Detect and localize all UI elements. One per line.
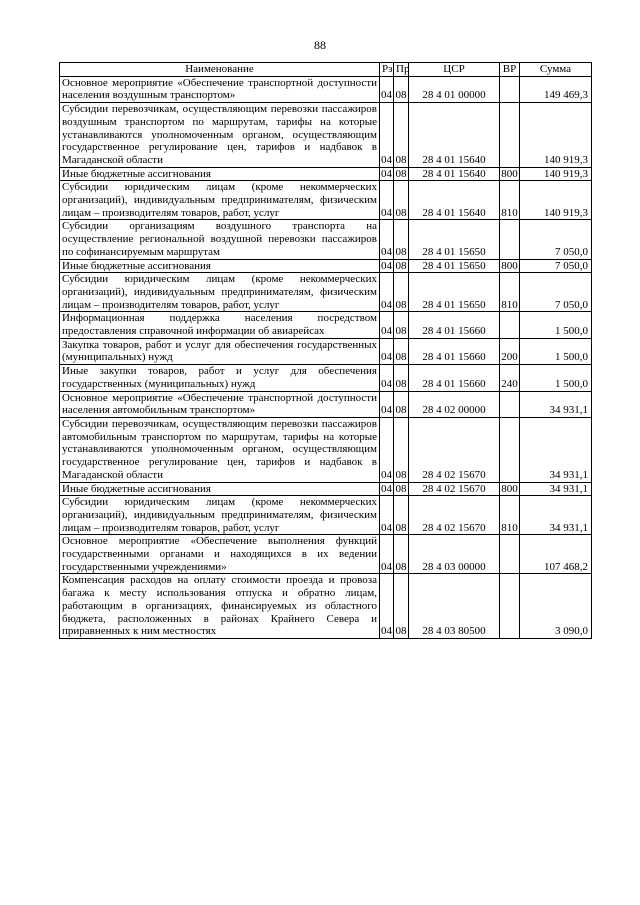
column-header-vr: ВР <box>500 63 520 77</box>
row-vr: 810 <box>500 496 520 535</box>
table-row <box>60 417 592 482</box>
table-row <box>60 535 592 574</box>
row-sum: 140 919,3 <box>520 103 592 168</box>
row-name: Компенсация расходов на оплату стоимости проезда и провоза багажа к месту использования отпуска и обратно лицам, работающим в организациях, финансируемых из областного бюджета, расположенных в районах Крайнего Севера и приравненных к ним местностях <box>60 574 380 639</box>
row-name: Субсидии организациям воздушного транспорта на осуществление региональной воздушной перевозки пассажиров по софинансируемым маршрутам <box>60 220 380 259</box>
column-header-pr: Пр <box>394 63 409 77</box>
row-pr: 08 <box>394 365 409 391</box>
table-row <box>60 103 592 168</box>
row-vr <box>500 535 520 574</box>
row-sum: 7 050,0 <box>520 220 592 259</box>
row-csr: 28 4 03 00000 <box>409 535 500 574</box>
table-row <box>60 312 592 338</box>
row-sum: 34 931,1 <box>520 417 592 482</box>
row-rz: 04 <box>380 338 394 364</box>
row-csr: 28 4 03 80500 <box>409 574 500 639</box>
row-pr: 08 <box>395 167 407 180</box>
table-row <box>60 496 592 535</box>
row-csr: 28 4 01 00000 <box>409 76 500 102</box>
row-rz: 04 <box>380 365 394 391</box>
row-sum: 34 931,1 <box>520 391 592 417</box>
row-csr: 28 4 01 15650 <box>409 273 500 312</box>
row-pr: 08 <box>394 273 409 312</box>
row-vr: 800 <box>501 167 518 180</box>
row-csr: 28 4 01 15650 <box>409 220 500 259</box>
row-pr: 08 <box>395 259 407 272</box>
row-csr: 28 4 01 15640 <box>409 181 500 220</box>
row-name: Иные бюджетные ассигнования <box>60 167 380 181</box>
row-name: Иные бюджетные ассигнования <box>60 482 380 496</box>
row-name: Субсидии юридическим лицам (кроме некоммерческих организаций), индивидуальным предпринимателям, физическим лицам – производителям товаров, работ, услуг <box>60 273 380 312</box>
row-rz: 04 <box>380 181 394 220</box>
row-name: Субсидии юридическим лицам (кроме некоммерческих организаций), индивидуальным предпринимателям, физическим лицам – производителям товаров, работ, услуг <box>60 181 380 220</box>
row-pr: 08 <box>394 535 409 574</box>
row-name: Основное мероприятие «Обеспечение транспортной доступности населения воздушным транспортом» <box>60 76 380 102</box>
row-pr: 08 <box>394 496 409 535</box>
table-row <box>60 220 592 259</box>
row-pr: 08 <box>394 417 409 482</box>
table-header-row <box>60 63 592 77</box>
table-row <box>60 76 592 102</box>
row-name: Субсидии перевозчикам, осуществляющим перевозки пассажиров автомобильным транспортом по маршрутам, тарифы на которые устанавливаются уполномоченным органом, осуществляющим государственное регулирование цен, тарифов и надбавок в Магаданской области <box>60 417 380 482</box>
budget-table <box>59 62 592 639</box>
table-row <box>60 365 592 391</box>
row-vr <box>500 417 520 482</box>
row-vr: 810 <box>500 273 520 312</box>
table-row <box>60 167 592 181</box>
row-rz: 04 <box>381 259 392 272</box>
table-row <box>60 482 592 496</box>
row-vr <box>500 312 520 338</box>
row-name: Иные закупки товаров, работ и услуг для обеспечения государственных (муниципальных) нужд <box>60 365 380 391</box>
column-header-name: Наименование <box>60 63 380 77</box>
row-csr: 28 4 02 15670 <box>409 482 500 496</box>
row-name: Закупка товаров, работ и услуг для обеспечения государственных (муниципальных) нужд <box>60 338 380 364</box>
row-vr: 800 <box>501 482 518 495</box>
row-csr: 28 4 02 15670 <box>409 417 500 482</box>
row-csr: 28 4 01 15650 <box>409 259 500 273</box>
row-rz: 04 <box>380 220 394 259</box>
column-header-csr: ЦСР <box>409 63 500 77</box>
row-pr: 08 <box>394 391 409 417</box>
row-rz: 04 <box>380 535 394 574</box>
row-vr: 240 <box>500 365 520 391</box>
row-vr: 800 <box>501 259 518 272</box>
row-rz: 04 <box>381 482 392 495</box>
row-sum: 107 468,2 <box>520 535 592 574</box>
row-rz: 04 <box>380 391 394 417</box>
row-sum: 1 500,0 <box>520 365 592 391</box>
column-header-rz: Рз <box>380 63 394 77</box>
row-pr: 08 <box>394 181 409 220</box>
row-name: Иные бюджетные ассигнования <box>60 259 380 273</box>
row-sum: 140 919,3 <box>520 167 592 181</box>
row-pr: 08 <box>395 482 407 495</box>
row-csr: 28 4 02 00000 <box>409 391 500 417</box>
row-name: Субсидии перевозчикам, осуществляющим перевозки пассажиров воздушным транспортом по маршрутам, тарифы на которые устанавливаются уполномоченным органом, осуществляющим государственное регулирование цен, тарифов и надбавок в Магаданской области <box>60 103 380 168</box>
row-sum: 149 469,3 <box>520 76 592 102</box>
row-pr: 08 <box>394 220 409 259</box>
row-csr: 28 4 02 15670 <box>409 496 500 535</box>
row-sum: 34 931,1 <box>520 482 592 496</box>
row-sum: 34 931,1 <box>520 496 592 535</box>
row-rz: 04 <box>380 417 394 482</box>
row-name: Информационная поддержка населения посредством предоставления справочной информации об авиарейсах <box>60 312 380 338</box>
row-name: Основное мероприятие «Обеспечение выполнения функций государственными органами и находящихся в их ведении государственными учреждениями» <box>60 535 380 574</box>
row-sum: 3 090,0 <box>520 574 592 639</box>
table-row <box>60 259 592 273</box>
row-pr: 08 <box>394 103 409 168</box>
row-csr: 28 4 01 15660 <box>409 365 500 391</box>
row-vr <box>500 391 520 417</box>
row-rz: 04 <box>380 273 394 312</box>
row-vr <box>500 76 520 102</box>
page-number: 88 <box>314 38 326 52</box>
row-csr: 28 4 01 15660 <box>409 312 500 338</box>
row-name: Субсидии юридическим лицам (кроме некоммерческих организаций), индивидуальным предпринимателям, физическим лицам – производителям товаров, работ, услуг <box>60 496 380 535</box>
row-rz: 04 <box>380 496 394 535</box>
row-vr <box>500 220 520 259</box>
row-vr <box>500 574 520 639</box>
row-vr: 810 <box>500 181 520 220</box>
row-pr: 08 <box>394 338 409 364</box>
row-sum: 7 050,0 <box>520 259 592 273</box>
row-rz: 04 <box>380 103 394 168</box>
row-sum: 1 500,0 <box>520 338 592 364</box>
row-rz: 04 <box>380 574 394 639</box>
row-sum: 7 050,0 <box>520 273 592 312</box>
table-row <box>60 574 592 639</box>
table-row <box>60 273 592 312</box>
row-pr: 08 <box>394 574 409 639</box>
table-row <box>60 338 592 364</box>
row-csr: 28 4 01 15660 <box>409 338 500 364</box>
row-rz: 04 <box>381 167 392 180</box>
row-sum: 1 500,0 <box>520 312 592 338</box>
row-pr: 08 <box>394 312 409 338</box>
row-csr: 28 4 01 15640 <box>409 103 500 168</box>
table-row <box>60 391 592 417</box>
row-sum: 140 919,3 <box>520 181 592 220</box>
row-name: Основное мероприятие «Обеспечение транспортной доступности населения автомобильным транспортом» <box>60 391 380 417</box>
table-row <box>60 181 592 220</box>
row-pr: 08 <box>394 76 409 102</box>
row-rz: 04 <box>380 312 394 338</box>
column-header-sum: Сумма <box>520 63 592 77</box>
row-rz: 04 <box>380 76 394 102</box>
row-csr: 28 4 01 15640 <box>409 167 500 181</box>
row-vr: 200 <box>500 338 520 364</box>
table-body <box>60 76 592 638</box>
row-vr <box>500 103 520 168</box>
